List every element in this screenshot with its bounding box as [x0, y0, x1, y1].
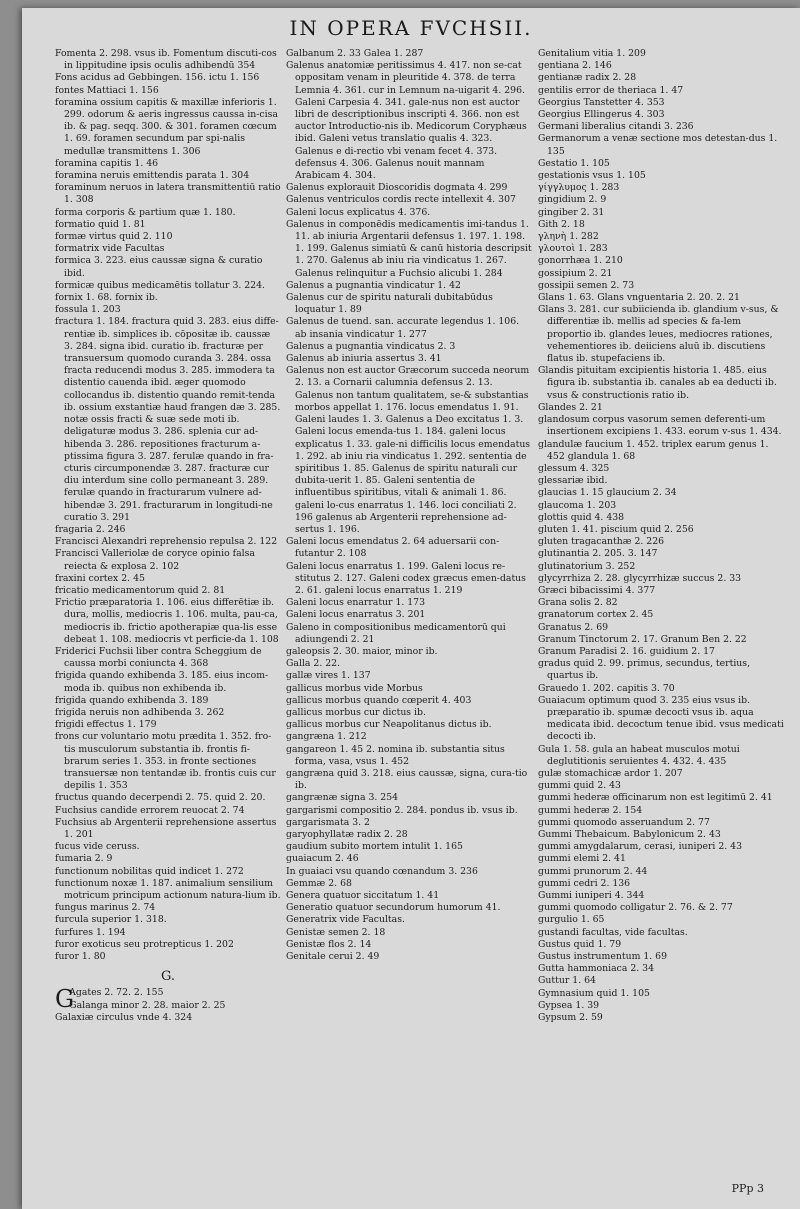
- index-entry: gummi cedri 2. 136: [538, 877, 631, 889]
- book-page: [22, 8, 800, 1209]
- index-entry: gangræna 1. 212: [286, 731, 367, 743]
- index-entry: Agates 2. 72. 2. 155: [69, 987, 164, 999]
- index-entry: gentiana 2. 146: [538, 60, 612, 72]
- index-entry: Fomenta 2. 298. vsus ib. Fomentum discuti-cos in lippitudine ipsis oculis adhibendū 354: [55, 48, 277, 72]
- index-entry: Francisci Valleriolæ de coryce opinio falsa reiecta & explosa 2. 102: [55, 548, 255, 572]
- index-entry: Gestatio 1. 105: [538, 157, 610, 169]
- index-entry: γίγγλυμος 1. 283: [538, 182, 620, 194]
- index-entry: fructus quando decerpendi 2. 75. quid 2. 20.: [55, 792, 266, 804]
- signature-mark: PPp 3: [731, 1182, 764, 1195]
- index-entry: gaudium subito mortem intulit 1. 165: [286, 841, 463, 853]
- index-entry: gossipii semen 2. 73: [538, 279, 635, 291]
- index-entry: Galeni locus emendatus 2. 64 aduersarii con-futantur 2. 108: [286, 536, 500, 560]
- index-entry: glaucoma 1. 203: [538, 499, 617, 511]
- index-entry: Gula 1. 58. gula an habeat musculos motui deglutitionis seruientes 4. 432. 4. 435: [538, 743, 740, 767]
- index-entry: Fuchsius candide errorem reuocat 2. 74: [55, 804, 245, 816]
- index-entry: Gummi iuniperi 4. 344: [538, 890, 645, 902]
- index-entry: frigida neruis non adhibenda 3. 262: [55, 706, 225, 718]
- index-entry: formæ virtus quid 2. 110: [55, 231, 173, 243]
- index-entry: formatio quid 1. 81: [55, 218, 146, 230]
- index-entry: foramina ossium capitis & maxillæ inferioris 1. 299. odorum & aeris ingressus caussa in-cisa ib. & pag. seqq. 300. & 301. foramen cœcum 1. 69. foramen secundum par spi-nalis medullæ transmittens 1. 306: [55, 96, 278, 157]
- index-entry: formicæ quibus medicamētis tollatur 3. 224.: [55, 279, 265, 291]
- index-entry: formica 3. 223. eius caussæ signa & curatio ibid.: [55, 255, 263, 279]
- index-entry: Galenus ventriculos cordis recte intellexit 4. 307: [286, 194, 516, 206]
- index-column-left: [55, 48, 281, 1024]
- index-entry: Guaiacum optimum quod 3. 235 eius vsus ib. præparatio ib. spumæ decocti vsus ib. aqua medicata ibid. decoctum tenue ibid. vsus medicati decocti ib.: [538, 694, 784, 743]
- index-entry: glessariæ ibid.: [538, 475, 608, 487]
- index-entry: Granatus 2. 69: [538, 621, 609, 633]
- index-entry: Glandes 2. 21: [538, 401, 603, 413]
- index-entry: γληνὴ 1. 282: [538, 231, 599, 243]
- index-entry: gargarismi compositio 2. 284. pondus ib. vsus ib.: [286, 804, 518, 816]
- index-entry: fraxini cortex 2. 45: [55, 572, 145, 584]
- index-entry: gummi quomodo asseruandum 2. 77: [538, 816, 710, 828]
- index-entry: Fons acidus ad Gebbingen. 156. ictu 1. 156: [55, 72, 260, 84]
- index-entry: γλουτοὶ 1. 283: [538, 243, 608, 255]
- index-entry: glutinantia 2. 205. 3. 147: [538, 548, 658, 560]
- index-entry: frigida quando exhibenda 3. 185. eius incom-moda ib. quibus non exhibenda ib.: [55, 670, 269, 694]
- index-entry: Glans 3. 281. cur subiicienda ib. glandium v-sus, & differentiæ ib. mellis ad species & fa-lem proportio ib. glandes leues, mediocres rationes, vehementiores ib. deiiciens aluū ib. discutiens flatus ib. stupefaciens ib.: [538, 304, 779, 365]
- index-entry: Gypsea 1. 39: [538, 999, 600, 1011]
- index-entry: gurgulio 1. 65: [538, 914, 605, 926]
- index-entry: functionum nobilitas quid indicet 1. 272: [55, 865, 244, 877]
- index-entry: Græci bibacissimi 4. 377: [538, 584, 656, 596]
- index-entry: Galeni locus explicatus 4. 376.: [286, 206, 431, 218]
- index-entry: gallicus morbus cur Neapolitanus dictus ib.: [286, 719, 492, 731]
- index-entry: Gustus instrumentum 1. 69: [538, 951, 667, 963]
- index-entry: fragaria 2. 246: [55, 523, 126, 535]
- index-column-middle: [286, 48, 532, 963]
- index-entry: Fuchsius ab Argenterii reprehensione assertus 1. 201: [55, 816, 277, 840]
- index-entry: foraminum neruos in latera transmittentiū ratio 1. 308: [55, 182, 281, 206]
- index-entry: frigidi effectus 1. 179: [55, 719, 157, 731]
- index-entry: fungus marinus 2. 74: [55, 902, 156, 914]
- index-entry: Genistæ flos 2. 14: [286, 938, 372, 950]
- index-entry: fontes Mattiaci 1. 156: [55, 84, 159, 96]
- index-entry: gentilis error de theriaca 1. 47: [538, 84, 684, 96]
- index-entry: gallæ vires 1. 137: [286, 670, 371, 682]
- index-entry: Genitale cerui 2. 49: [286, 951, 380, 963]
- index-entry: Gypsum 2. 59: [538, 1012, 603, 1024]
- index-entry: gangræna quid 3. 218. eius caussæ, signa, cura-tio ib.: [286, 767, 528, 792]
- index-entry: glandosum corpus vasorum semen deferenti-um insertionem excipiens 1. 433. eorum v-sus 1. 434.: [538, 414, 782, 438]
- index-entry: Guttur 1. 64: [538, 975, 596, 987]
- index-entry: garyophyllatæ radix 2. 28: [286, 829, 408, 840]
- index-entry: Galaxiæ circulus vnde 4. 324: [55, 1011, 193, 1023]
- index-entry: foramina capitis 1. 46: [55, 157, 159, 169]
- index-entry: Galanga minor 2. 28. maior 2. 25: [69, 999, 226, 1011]
- index-entry: glycyrrhiza 2. 28. glycyrrhizæ succus 2. 33: [538, 572, 742, 584]
- index-entry: Generatio quatuor secundorum humorum 41.: [286, 902, 501, 914]
- index-entry: glottis quid 4. 438: [538, 511, 625, 523]
- index-entry: gummi elemi 2. 41: [538, 853, 626, 865]
- index-entry: gummi hederæ 2. 154: [538, 804, 643, 816]
- index-entry: Gith 2. 18: [538, 218, 585, 230]
- index-entry: Galenus explorauit Dioscoridis dogmata 4. 299: [286, 182, 508, 194]
- index-entry: Francisci Alexandri reprehensio repulsa 2. 122: [55, 536, 278, 548]
- index-entry: fractura 1. 184. fractura quid 3. 283. eius diffe-rentiæ ib. simplices ib. cōpositæ ib. caussæ 3. 284. signa ibid. curatio ib. fracturæ per transuersum quomodo curanda 3. 284. ossa fracta reducendi modus 3. 285. immodera ta distentio cauenda ibid. æger quomodo collocandus ib. distentio quando remit-tenda ib. ossium exstantiæ haud frangen dæ 3. 285. notæ ossis fracti & suæ sede moti ib. deligaturæ modus 3. 286. splenia cur ad-hibenda 3. 286. repositiones fracturum a-ptissima figura 3. 287. ferulæ quando in fra-cturis circumponendæ 3. 287. fracturæ cur diu interdum sine collo permaneant 3. 289. ferulæ quando in fracturarum vulnere ad-hibendæ 3. 291. fracturarum in longitudi-ne curatio 3. 291: [55, 316, 281, 523]
- index-entry: furor exoticus seu protrepticus 1. 202: [55, 938, 234, 950]
- index-entry: gingiber 2. 31: [538, 206, 605, 218]
- index-entry: foramina neruis emittendis parata 1. 304: [55, 170, 250, 182]
- index-entry: gonorrhæa 1. 210: [538, 255, 623, 267]
- index-entry: Gemmæ 2. 68: [286, 877, 352, 889]
- index-entry: gangareon 1. 45 2. nomina ib. substantia situs forma, vasa, vsus 1. 452: [286, 743, 505, 767]
- index-entry: Generatrix vide Facultas.: [286, 914, 405, 926]
- index-entry: gallicus morbus vide Morbus: [286, 682, 423, 694]
- index-entry: furor 1. 80: [55, 951, 106, 963]
- index-entry: functionum noxæ 1. 187. animalium sensilium motricum principum actionum natura-lium ib.: [55, 877, 281, 902]
- index-entry: gradus quid 2. 99. primus, secundus, tertius, quartus ib.: [538, 658, 751, 682]
- index-entry: frons cur voluntario motu prædita 1. 352. fro-tis musculorum substantia ib. frontis fi-brarum series 1. 353. in fronte sectiones transuersæ non tentandæ ib. frontis cuis cur depilis 1. 353: [55, 731, 276, 792]
- index-entry: Glandis pituitam excipientis historia 1. 485. eius figura ib. substantia ib. canales ab ea deducti ib. vsus & constructionis ratio ib.: [538, 365, 777, 401]
- index-entry: furcula superior 1. 318.: [55, 914, 167, 926]
- index-entry: fornix 1. 68. fornix ib.: [55, 292, 158, 304]
- index-entry: gingidium 2. 9: [538, 194, 607, 206]
- index-entry: Glans 1. 63. Glans vnguentaria 2. 20. 2. 21: [538, 292, 740, 304]
- index-entry: Galenus a pugnantia vindicatus 2. 3: [286, 340, 456, 352]
- index-entry: Granum Tinctorum 2. 17. Granum Ben 2. 22: [538, 633, 747, 645]
- index-entry: gustandi facultas, vide facultas.: [538, 926, 688, 938]
- index-entry: gestationis vsus 1. 105: [538, 170, 646, 182]
- index-entry: gummi hederæ officinarum non est legitimū 2. 41: [538, 792, 773, 804]
- index-entry: Galeni locus enarratus 3. 201: [286, 609, 426, 621]
- index-entry: glandulæ faucium 1. 452. triplex earum genus 1. 452 glandula 1. 68: [538, 438, 769, 462]
- index-entry: Genistæ semen 2. 18: [286, 926, 386, 938]
- index-entry: granatorum cortex 2. 45: [538, 609, 654, 621]
- index-entry: gummi prunorum 2. 44: [538, 865, 648, 877]
- index-entry: Galenus in componēdis medicamentis imi-tandus 1. 11. ab iniuria Argentarii defensus 1. 197. 1. 198. 1. 199. Galenus simiatū & canū historia descripsit 1. 270. Galenus ab iniu ria vindicatus 1. 267. Galenus relinquitur a Fuchsio alicubi 1. 284: [286, 218, 532, 279]
- index-column-right: [538, 48, 786, 1024]
- index-entry: gummi quomodo colligatur 2. 76. & 2. 77: [538, 902, 733, 914]
- index-entry: In guaiaci vsu quando cœnandum 3. 236: [286, 865, 478, 877]
- index-entry: gluten tragacanthæ 2. 226: [538, 536, 665, 548]
- index-entry: Grauedo 1. 202. capitis 3. 70: [538, 682, 675, 694]
- index-entry: fossula 1. 203: [55, 304, 121, 316]
- initial-letter: G: [55, 985, 75, 1014]
- index-entry: Gummi Thebaicum. Babylonicum 2. 43: [538, 829, 721, 840]
- index-entry: Frictio præparatoria 1. 106. eius differētiæ ib. dura, mollis, mediocris 1. 106. multa, pau-ca, mediocris ib. frictio apotherapiæ qua-lis esse debeat 1. 108. mediocris vt perficie-da 1. 108: [55, 597, 279, 645]
- index-entry: gentianæ radix 2. 28: [538, 72, 637, 84]
- index-entry: Galla 2. 22.: [286, 658, 341, 670]
- index-entry: Galeni locus enarratus 1. 199. Galeni locus re-stitutus 2. 127. Galeni codex græcus emen-datus 2. 61. galeni locus enarratus 1. 219: [286, 560, 526, 596]
- index-entry: fricatio medicamentorum quid 2. 81: [55, 584, 226, 596]
- index-entry: glessum 4. 325: [538, 462, 610, 474]
- index-entry: Galenus anatomiæ peritissimus 4. 417. non se-cat oppositam venam in pleuritide 4. 378. de terra Lemnia 4. 361. cur in Lemnum na-uigarit 4. 296. Galeni Carpesia 4. 341. gale-nus non est auctor libri de descriptionibus inscripti 4. 366. non est auctor Introductio-nis ib. Medicorum Coryphæus ibid. Galeni vetus translatio qualis 4. 323. Galenus e di-rectio vbi venam fecet 4. 373. defensus 4. 306. Galenus nouit mannam Arabicam 4. 304.: [286, 60, 527, 182]
- index-entry: guaiacum 2. 46: [286, 853, 359, 865]
- index-entry: Friderici Fuchsii liber contra Scheggium de caussa morbi coniuncta 4. 368: [55, 645, 262, 670]
- index-entry: Granum Paradisi 2. 16. guidium 2. 17: [538, 645, 715, 657]
- index-entry: Gymnasium quid 1. 105: [538, 987, 650, 999]
- index-entry: Galeno in compositionibus medicamentorū qui adiungendi 2. 21: [286, 621, 506, 645]
- index-entry: fumaria 2. 9: [55, 853, 113, 865]
- index-entry: frigida quando exhibenda 3. 189: [55, 694, 209, 706]
- index-entry: gossipium 2. 21: [538, 267, 613, 279]
- index-entry: gluten 1. 41. piscium quid 2. 256: [538, 523, 694, 535]
- index-entry: gummi quid 2. 43: [538, 780, 621, 792]
- index-entry: Genitalium vitia 1. 209: [538, 48, 646, 59]
- index-entry: gargarismata 3. 2: [286, 816, 370, 828]
- g-section: [55, 987, 281, 1024]
- index-entry: Galenus de tuend. san. accurate legendus 1. 106. ab insania vindicatur 1. 277: [286, 316, 520, 340]
- index-entry: Genera quatuor siccitatum 1. 41: [286, 890, 440, 902]
- index-entry: Georgius Ellingerus 4. 303: [538, 109, 665, 121]
- index-entry: gallicus morbus cur dictus ib.: [286, 706, 426, 718]
- index-entry: Galenus ab iniuria assertus 3. 41: [286, 353, 442, 365]
- index-entry: fucus vide ceruss.: [55, 841, 140, 853]
- index-entry: Germanorum a venæ sectione mos detestan-dus 1. 135: [538, 133, 778, 157]
- index-entry: glaucias 1. 15 glaucium 2. 34: [538, 487, 677, 499]
- index-entry: formatrix vide Facultas: [55, 243, 165, 255]
- index-entry: gummi amygdalarum, cerasi, iuniperi 2. 43: [538, 841, 742, 853]
- index-entry: forma corporis & partium quæ 1. 180.: [55, 206, 236, 218]
- index-entry: Galenus cur de spiritu naturali dubitabūdus loquatur 1. 89: [286, 292, 493, 316]
- page-title: IN OPERA FVCHSII.: [289, 16, 533, 40]
- index-entry: Gutta hammoniaca 2. 34: [538, 963, 655, 975]
- index-entry: Germani liberalius citandi 3. 236: [538, 121, 694, 133]
- index-entry: Galbanum 2. 33 Galea 1. 287: [286, 48, 424, 59]
- index-entry: Galenus non est auctor Græcorum succeda neorum 2. 13. a Cornarii calumnia defensus 2. 13. Galenus non tantum qualitatem, se-& substantias morbos appellat 1. 176. locus emendatus 1. 91. Galeni laudes 1. 3. Galenus a Deo excitatus 1. 3. Galeni locus emenda-tus 1. 184. galeni locus explicatus 1. 33. gale-ni difficilis locus emendatus 1. 292. ab iniu ria vindicatus 1. 292. sententia de spiritibus 1. 85. Galenus de spiritu naturali cur dubita-uerit 1. 85. Galeni sententia de influentibus spiritibus, vitali & animali 1. 86. galeni lo-cus enarratus 1. 146. loci conciliati 2. 196 galenus ab Argenterii reprehensione ad-sertus 1. 196.: [286, 365, 531, 535]
- index-entry: gulæ stomachicæ ardor 1. 207: [538, 767, 683, 779]
- index-entry: Galenus a pugnantia vindicatur 1. 42: [286, 279, 461, 291]
- index-entry: Gustus quid 1. 79: [538, 938, 622, 950]
- index-entry: galeopsis 2. 30. maior, minor ib.: [286, 645, 438, 657]
- index-entry: furfures 1. 194: [55, 926, 126, 938]
- index-entry: glutinatorium 3. 252: [538, 560, 636, 572]
- index-entry: Georgius Tanstetter 4. 353: [538, 96, 665, 108]
- index-entry: gangrænæ signa 3. 254: [286, 792, 399, 804]
- index-entry: Galeni locus enarratur 1. 173: [286, 597, 426, 609]
- index-entry: Grana solis 2. 82: [538, 597, 618, 609]
- section-letter: G.: [160, 969, 176, 985]
- index-entry: gallicus morbus quando cœperit 4. 403: [286, 694, 472, 706]
